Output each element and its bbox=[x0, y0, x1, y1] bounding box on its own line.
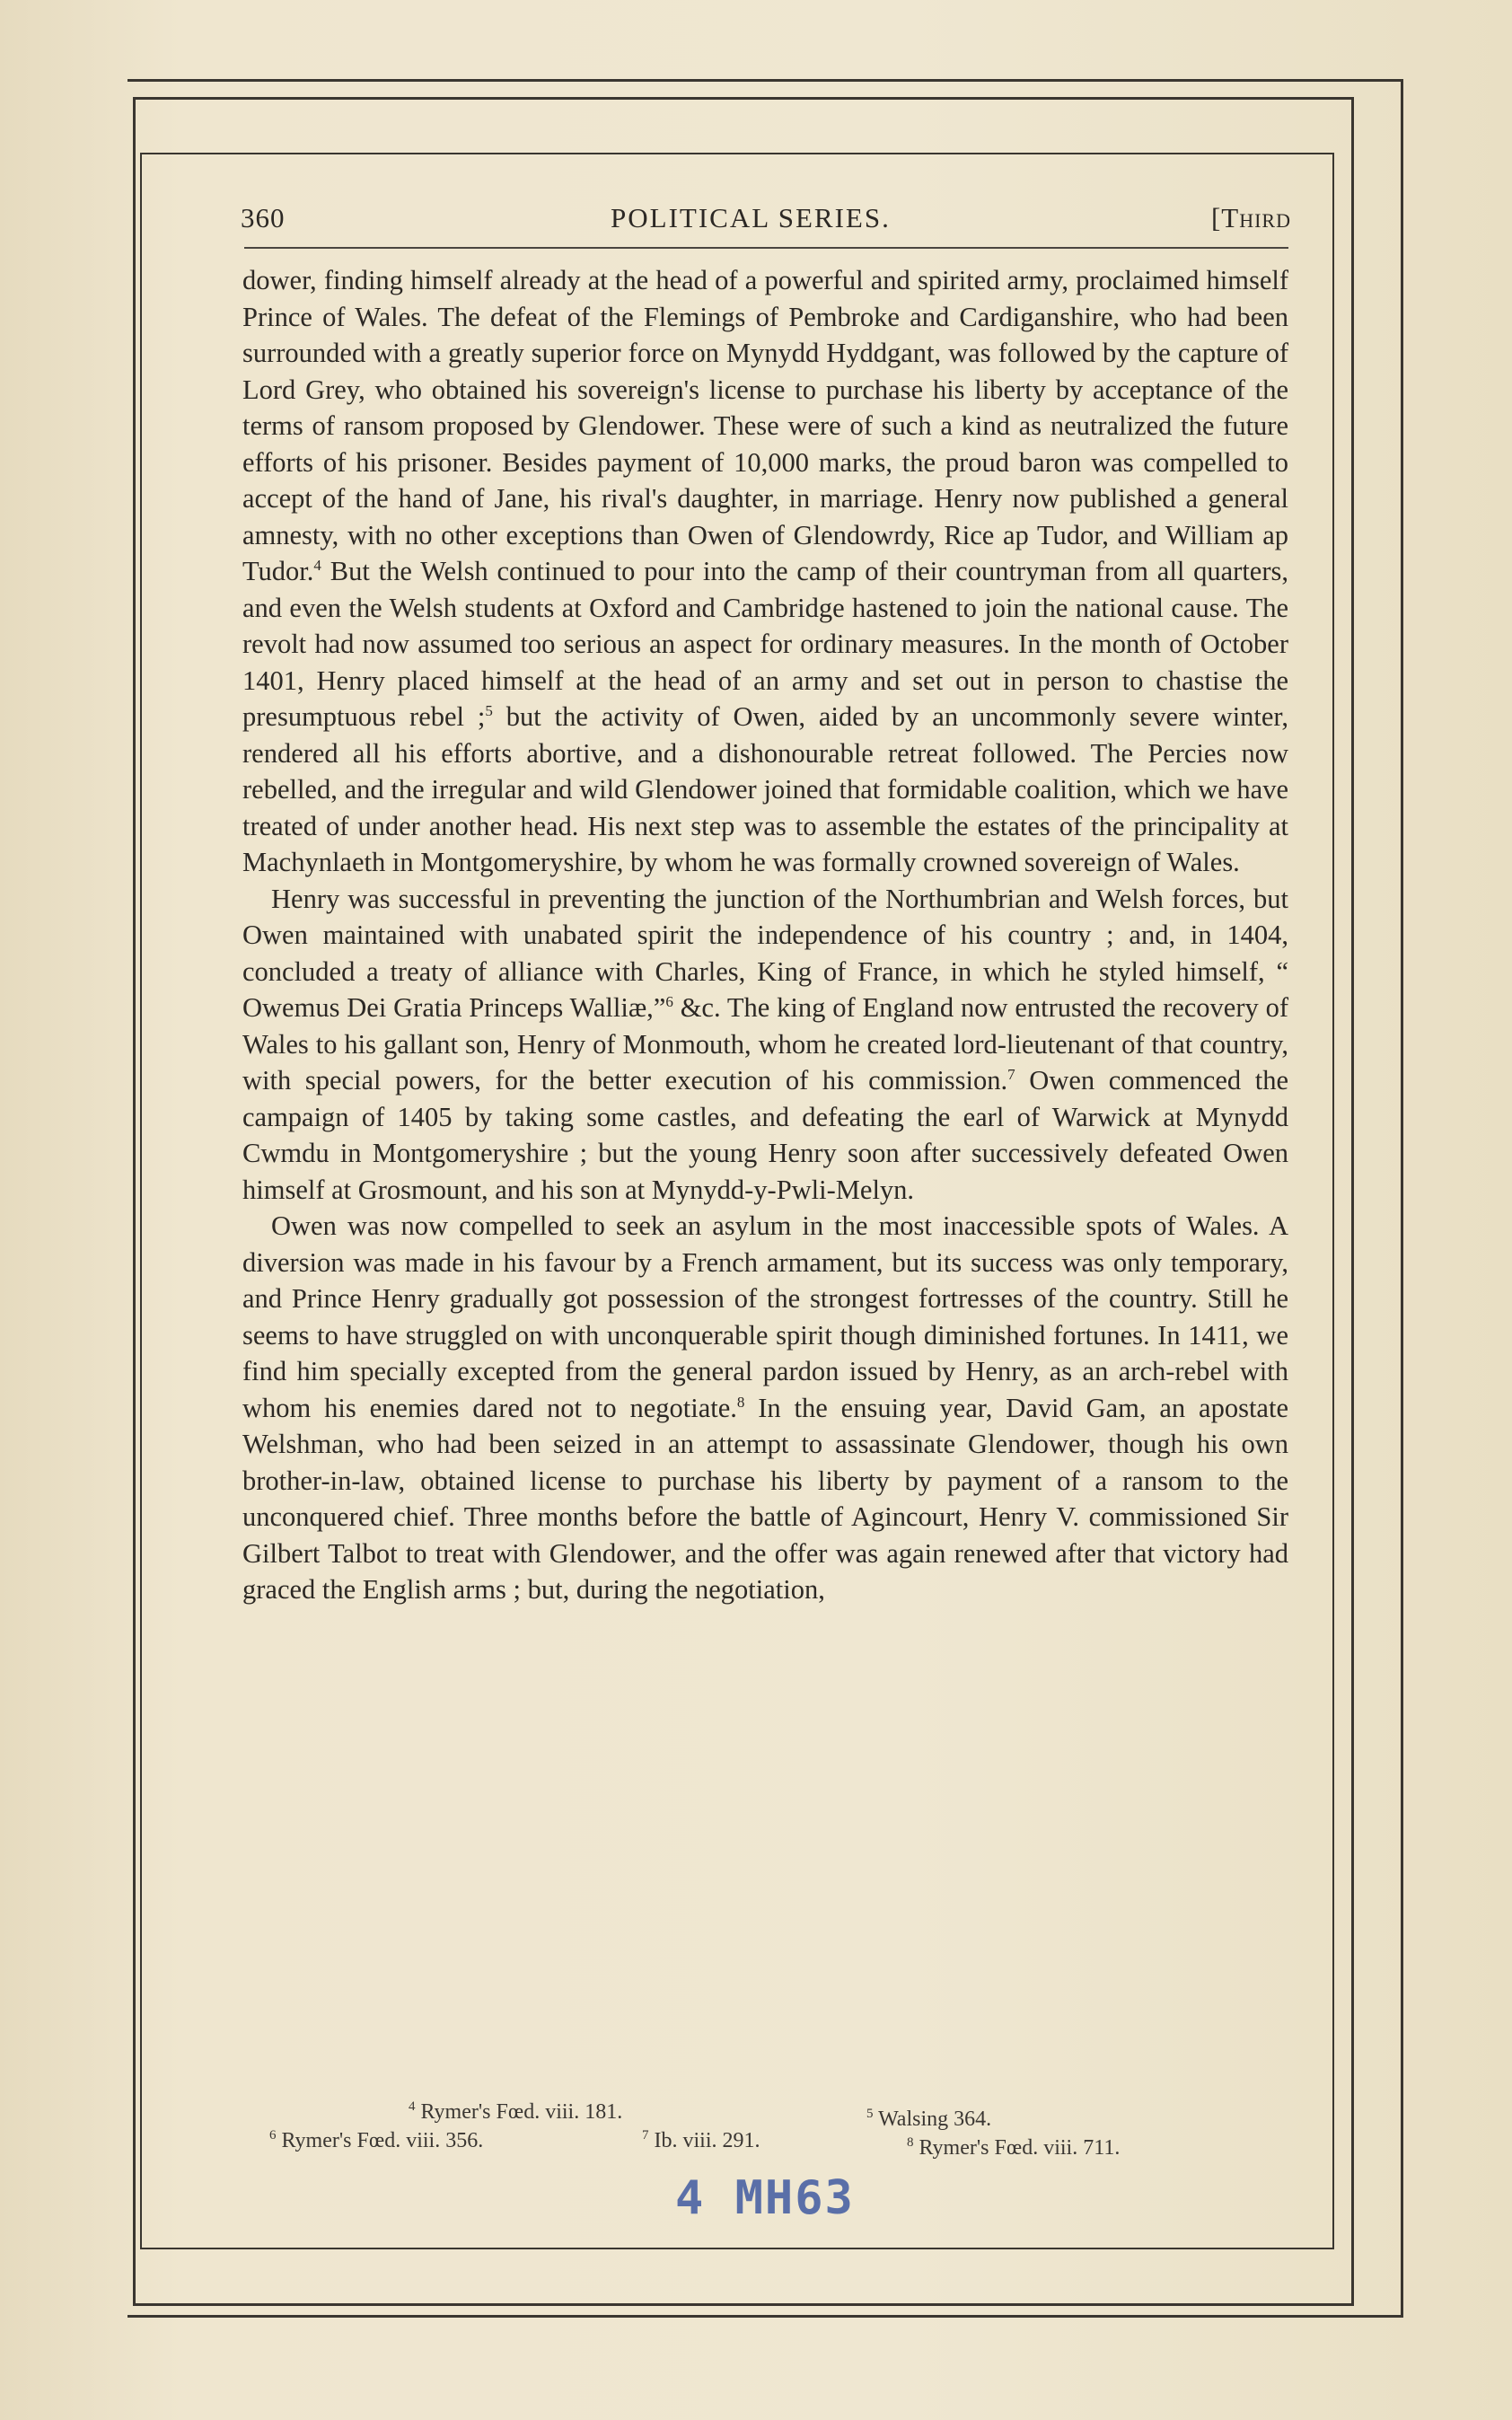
paragraph-2: Henry was successful in preventing the junction of the Northumbrian and Welsh forces, but Owen maintained with unabated spirit the independence of his country ; and, in 1404, concluded a treaty of alliance with Charles, King of France, in which he styled himself, “ Owemus Dei Gratia Princeps Walliæ,”$^6$ &c. The king of England now entrusted the recovery of Wales to his gallant son, Henry of Monmouth, whom he created lord-lieutenant of that country, with special powers, for the better execution of his commission.$^7$ Owen commenced the campaign of 1405 by taking some castles, and defeating the earl of Warwick at Mynydd Cwmdu in Montgomeryshire ; but the young Henry soon after successively defeated Owen himself at Grosmount, and his son at Mynydd-y-Pwli-Melyn. bbox=[242, 883, 1288, 1205]
running-title: POLITICAL SERIES. bbox=[611, 202, 891, 233]
footnote-ref-8: 8 bbox=[736, 1393, 745, 1411]
footnote-7: $^7$ Ib. viii. 291. bbox=[642, 2128, 760, 2152]
footnote-8: $^8$ Rymer's Fœd. viii. 711. bbox=[907, 2135, 1121, 2160]
footnote-ref-5: 5 bbox=[485, 701, 493, 719]
library-stamp: 4 MH63 bbox=[675, 2171, 855, 2225]
header-rule bbox=[244, 247, 1288, 249]
footnote-ref-4: 4 bbox=[313, 556, 321, 574]
body-text bbox=[242, 262, 1288, 1608]
paragraph-1: dower, finding himself already at the head of a powerful and spirited army, proclaimed himself Prince of Wales. The defeat of the Flemings of Pembroke and Cardiganshire, who had been surrounded with a greatly superior force on Mynydd Hyddgant, was followed by the capture of Lord Grey, who obtained his sovereign's license to purchase his liberty by acceptance of the terms of ransom proposed by Glendower. These were of such a kind as neutralized the future efforts of his prisoner. Besides payment of 10,000 marks, the proud baron was compelled to accept of the hand of Jane, his rival's daughter, in marriage. Henry now published a general amnesty, with no other exceptions than Owen of Glendowrdy, Rice ap Tudor, and William ap Tudor.$^4$ But the Welsh continued to pour into the camp of their countryman from all quarters, and even the Welsh students at Oxford and Cambridge hastened to join the national cause. The revolt had now assumed too serious an aspect for ordinary measures. In the month of October 1401, Henry placed himself at the head of an army and set out in person to chastise the presumptuous rebel ;$^5$ but the activity of Owen, aided by an uncommonly severe winter, rendered all his efforts abortive, and a dishonourable retreat followed. The Percies now rebelled, and the irregular and wild Glendower joined that formidable coalition, which we have treated of under another head. His next step was to assemble the estates of the principality at Machynlaeth in Montgomeryshire, by whom he was formally crowned sovereign of Wales. bbox=[242, 265, 1288, 877]
top-rule bbox=[127, 79, 1402, 82]
running-head-right: [Third bbox=[1210, 202, 1291, 233]
page-number: 360 bbox=[241, 202, 286, 233]
right-rule bbox=[1401, 79, 1403, 2317]
footnote-4: $^4$ Rymer's Fœd. viii. 181. bbox=[409, 2099, 623, 2124]
bottom-rule bbox=[127, 2315, 1403, 2318]
footnote-ref-7: 7 bbox=[1007, 1065, 1015, 1083]
page-header bbox=[241, 202, 1291, 238]
footnote-6: $^6$ Rymer's Fœd. viii. 356. bbox=[269, 2128, 484, 2152]
paragraph-3: Owen was now compelled to seek an asylum in the most inaccessible spots of Wales. A diversion was made in his favour by a French armament, but its success was only temporary, and Prince Henry gradually got possession of the strongest fortresses of the country. Still he seems to have struggled on with unconquerable spirit though diminished fortunes. In 1411, we find him specially excepted from the general pardon issued by Henry, as an arch-rebel with whom his enemies dared not to negotiate.$^8$ In the ensuing year, David Gam, an apostate Welshman, who had been seized in an attempt to assassinate Glendower, though his own brother-in-law, obtained license to purchase his liberty by payment of a ransom to the unconquered chief. Three months before the battle of Agincourt, Henry V. commissioned Sir Gilbert Talbot to treat with Glendower, and the offer was again renewed after that victory had graced the English arms ; but, during the negotiation, bbox=[242, 1210, 1288, 1605]
footnote-ref-6: 6 bbox=[665, 992, 673, 1010]
footnote-5: $^5$ Walsing 364. bbox=[866, 2107, 992, 2131]
footnotes bbox=[269, 2097, 1293, 2160]
